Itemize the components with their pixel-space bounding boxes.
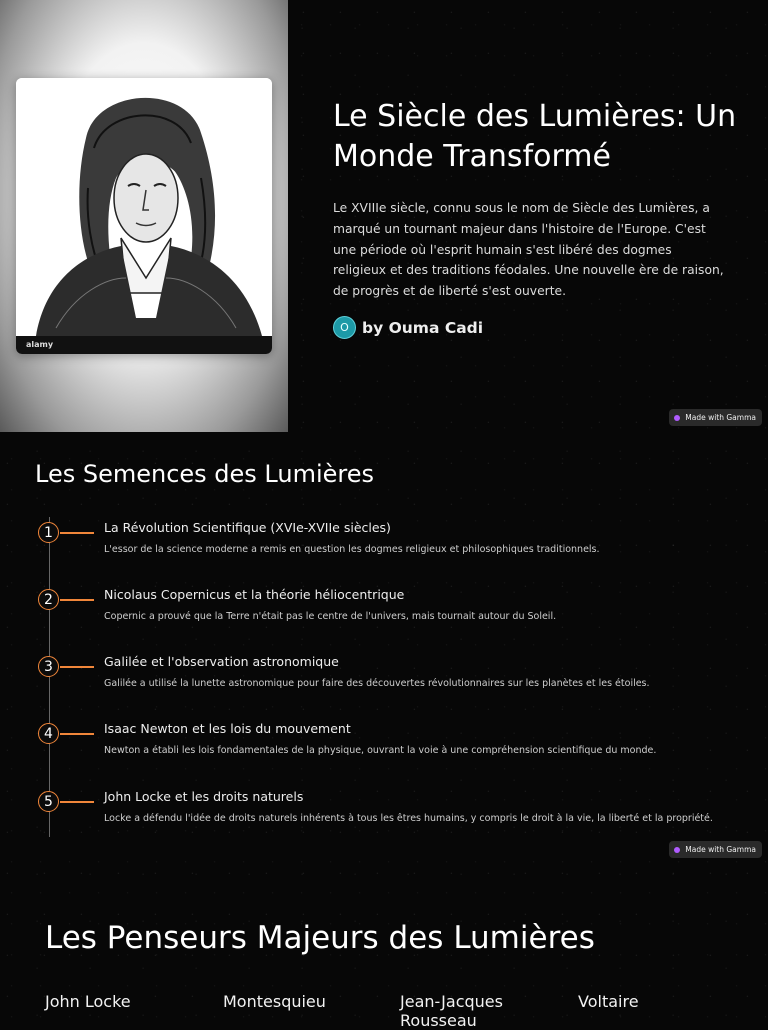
made-with-gamma-badge[interactable] — [669, 841, 762, 858]
step-description: L'essor de la science moderne a remis en question les dogmes religieux et philosophiques traditionnels. — [104, 544, 600, 555]
thinker-name: Montesquieu — [223, 992, 326, 1011]
step-connector — [60, 666, 94, 668]
badge-label: Made with Gamma — [685, 845, 756, 854]
step-title: Isaac Newton et les lois du mouvement — [104, 721, 351, 736]
step-title: La Révolution Scientifique (XVIe-XVIIe siècles) — [104, 520, 391, 535]
step-description: Galilée a utilisé la lunette astronomique pour faire des découvertes révolutionnaires sur les planètes et les étoiles. — [104, 678, 650, 689]
timeline-step-5 — [38, 785, 758, 845]
image-credit-bar — [16, 336, 272, 354]
timeline-step-2 — [38, 583, 758, 643]
step-title: Galilée et l'observation astronomique — [104, 654, 339, 669]
author-byline — [333, 316, 483, 339]
step-number: 4 — [38, 723, 59, 744]
made-with-gamma-badge[interactable] — [669, 409, 762, 426]
author-name: by Ouma Cadi — [362, 318, 484, 337]
thinker-name: Jean-Jacques Rousseau — [400, 992, 503, 1030]
timeline-step-1 — [38, 516, 758, 576]
step-title: Nicolaus Copernicus et la théorie héliocentrique — [104, 587, 405, 602]
badge-label: Made with Gamma — [685, 413, 756, 422]
step-number: 1 — [38, 522, 59, 543]
section-title-thinkers: Les Penseurs Majeurs des Lumières — [45, 920, 595, 956]
timeline-step-4 — [38, 717, 758, 777]
step-title: John Locke et les droits naturels — [104, 789, 304, 804]
intro-paragraph: Le XVIIIe siècle, connu sous le nom de Siècle des Lumières, a marqué un tournant majeur dans l'histoire de l'Europe. C'est une période où l'esprit humain s'est libéré des dogmes religieux et des traditions féodales. Une nouvelle ère de raison, de progrès et de liberté s'est ouverte. — [333, 201, 724, 299]
page-title: Le Siècle des Lumières: Un Monde Transformé — [333, 99, 737, 174]
gamma-logo-icon — [674, 415, 680, 421]
thinker-name: Voltaire — [578, 992, 639, 1011]
avatar: O — [333, 316, 356, 339]
step-connector — [60, 733, 94, 735]
step-description: Copernic a prouvé que la Terre n'était pas le centre de l'univers, mais tournait autour du Soleil. — [104, 611, 557, 622]
step-number: 5 — [38, 791, 59, 812]
portrait-image — [16, 78, 272, 354]
step-connector — [60, 599, 94, 601]
image-logo: alamy — [26, 340, 54, 349]
step-connector — [60, 532, 94, 534]
step-number: 2 — [38, 589, 59, 610]
thinker-name: John Locke — [45, 992, 131, 1011]
timeline-step-3 — [38, 650, 758, 710]
step-description: Locke a défendu l'idée de droits naturels inhérents à tous les êtres humains, y compris le droit à la vie, la liberté et la propriété. — [104, 813, 713, 824]
step-connector — [60, 801, 94, 803]
step-number: 3 — [38, 656, 59, 677]
step-description: Newton a établi les lois fondamentales de la physique, ouvrant la voie à une compréhension scientifique du monde. — [104, 745, 657, 756]
hero-image-panel — [0, 0, 288, 432]
section-title-seeds: Les Semences des Lumières — [35, 460, 375, 488]
gamma-logo-icon — [674, 847, 680, 853]
